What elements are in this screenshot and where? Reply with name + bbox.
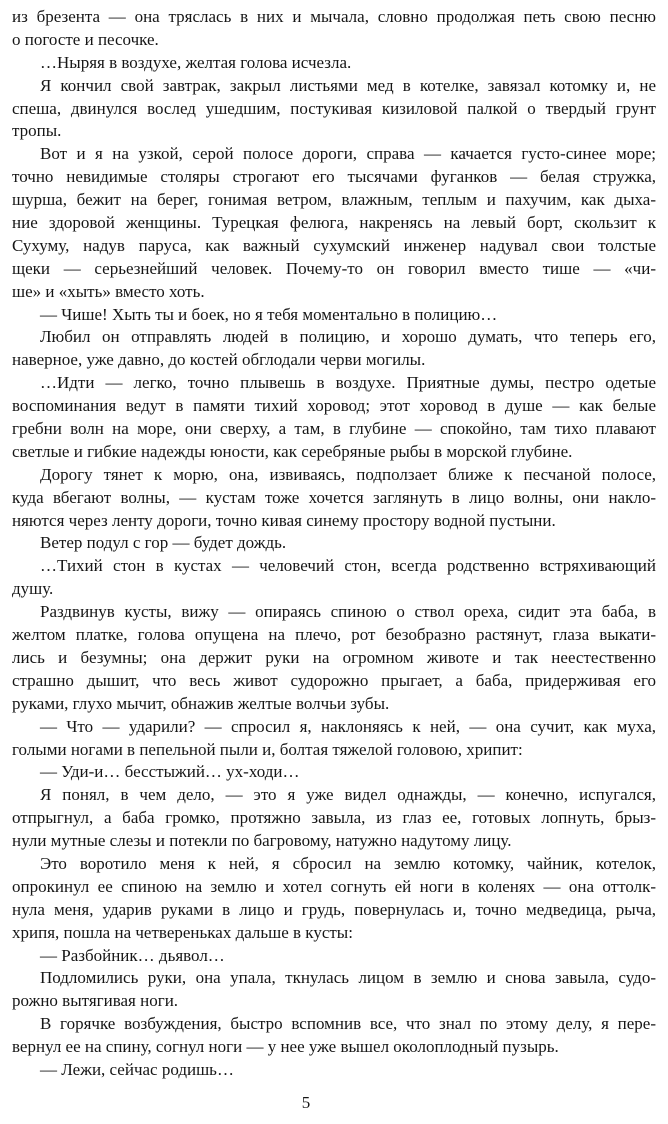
- text-line: опрокинул ее спиною на землю и хотел согнуть ей ноги в коленях — она оттолк-: [12, 876, 656, 896]
- text-line: …Тихий стон в кустах — человечий стон, всегда родственно встряхивающий: [40, 556, 656, 576]
- text-line: — Уди-и… бесстыжий… ух-ходи…: [40, 762, 300, 782]
- text-line: Я понял, в чем дело, — это я уже видел однажды, — конечно, испугался,: [40, 785, 656, 805]
- paragraph: [12, 555, 656, 601]
- text-line: — Чише! Хыть ты и боек, но я тебя моментально в полицию…: [40, 304, 498, 324]
- text-line: Сухуму, надув паруса, как важный сухумский инженер надувал свои толстые: [12, 235, 656, 255]
- paragraph: [12, 945, 656, 968]
- paragraph: [12, 601, 656, 715]
- paragraph: [12, 372, 656, 464]
- paragraph: [12, 52, 656, 75]
- paragraph: [12, 1013, 656, 1059]
- text-line: отпрыгнул, а баба громко, протяжно завыла, из глаз ее, готовых лопнуть, брыз-: [12, 808, 656, 828]
- text-line: тропы.: [12, 121, 62, 141]
- paragraph: [12, 143, 656, 303]
- text-line: …Идти — легко, точно плывешь в воздухе. Приятные думы, пестро одетые: [40, 373, 656, 393]
- text-line: — Лежи, сейчас родишь…: [40, 1059, 234, 1079]
- text-line: вернул ее на спину, согнул ноги — у нее уже вышел околоплодный пузырь.: [12, 1037, 559, 1057]
- text-line: Ветер подул с гор — будет дождь.: [40, 533, 287, 553]
- text-line: — Что — ударили? — спросил я, наклоняясь к ней, — она сучит, как муха,: [40, 716, 656, 736]
- text-line: душу.: [12, 579, 54, 599]
- body-text: [12, 6, 656, 1082]
- text-line: — Разбойник… дьявол…: [40, 945, 225, 965]
- text-line: спеша, двинулся вослед ушедшим, постукивая кизиловой палкой о твердый грунт: [12, 98, 656, 118]
- text-line: щеки — серьезнейший человек. Почему-то он говорил вместо тише — «чи-: [12, 258, 656, 278]
- text-line: воспоминания ведут в памяти тихий хоровод; этот хоровод в душе — как белые: [12, 396, 656, 416]
- paragraph: [12, 716, 656, 762]
- text-line: лись и безумны; она держит руки на огромном животе и так неестественно: [12, 647, 656, 667]
- text-line: ше» и «хыть» вместо хоть.: [12, 281, 205, 301]
- text-line: Подломились руки, она упала, ткнулась лицом в землю и снова завыла, судо-: [40, 968, 656, 988]
- text-line: нула меня, ударив руками в лицо и грудь, повернулась и, точно медведица, рыча,: [12, 899, 656, 919]
- text-line: точно невидимые столяры строгают его тысячами фуганков — белая стружка,: [12, 167, 656, 187]
- text-line: Любил он отправлять людей в полицию, и хорошо думать, что теперь его,: [40, 327, 656, 347]
- text-line: о погосте и песочке.: [12, 29, 159, 49]
- paragraph: [12, 326, 656, 372]
- page-number: 5: [301, 1093, 311, 1112]
- text-line: голыми ногами в пепельной пыли и, болтая тяжелой головою, хрипит:: [12, 739, 523, 759]
- paragraph: [12, 532, 656, 555]
- text-line: из брезента — она тряслась в них и мычала, словно продолжая петь свою песню: [12, 7, 656, 26]
- text-line: Раздвинув кусты, вижу — опираясь спиною о ствол ореха, сидит эта баба, в: [40, 602, 656, 622]
- text-line: ние здоровой женщины. Турецкая фелюга, накренясь на левый борт, скользит к: [12, 213, 656, 233]
- text-line: Вот и я на узкой, серой полосе дороги, справа — качается густо-синее море;: [40, 144, 656, 164]
- text-line: рожно вытягивая ноги.: [12, 991, 179, 1011]
- text-line: Я кончил свой завтрак, закрыл листьями мед в котелке, завязал котомку и, не: [40, 75, 656, 95]
- text-line: Это воротило меня к ней, я сбросил на землю котомку, чайник, котелок,: [40, 853, 656, 873]
- text-line: руками, глухо мычит, обнажив желтые волчьи зубы.: [12, 693, 390, 713]
- text-line: няются через ленту дороги, точно кивая синему простору водной пустыни.: [12, 510, 556, 530]
- paragraph: [12, 304, 656, 327]
- paragraph: [12, 6, 656, 52]
- text-line: желтом платке, голова опущена на плечо, рот безобразно растянут, глаза выкати-: [12, 625, 656, 645]
- paragraph: [12, 464, 656, 533]
- text-line: куда вбегают волны, — кустам тоже хочется заглянуть в лицо волны, они накло-: [12, 487, 656, 507]
- text-line: светлые и гибкие надежды юности, как серебряные рыбы в морской глубине.: [12, 441, 573, 461]
- text-line: нули мутные слезы и потекли по багровому, натужно надутому лицу.: [12, 831, 512, 851]
- text-line: страшно дышит, что весь живот судорожно прыгает, а баба, придерживая его: [12, 670, 656, 690]
- paragraph: [12, 967, 656, 1013]
- paragraph: [12, 784, 656, 853]
- paragraph: [12, 1059, 656, 1082]
- paragraph: [12, 761, 656, 784]
- text-line: …Ныряя в воздухе, желтая голова исчезла.: [40, 52, 352, 72]
- paragraph: [12, 75, 656, 144]
- text-line: гребни волн на море, они сверху, а там, в глубине — спокойно, там тихо плавают: [12, 419, 656, 439]
- text-line: В горячке возбуждения, быстро вспомнив все, что знал по этому делу, я пере-: [40, 1014, 656, 1034]
- paragraph: [12, 853, 656, 945]
- text-line: шурша, бежит на берег, гонимая ветром, влажным, теплым и пахучим, как дыха-: [12, 190, 656, 210]
- text-line: хрипя, пошла на четвереньках дальше в кусты:: [12, 922, 353, 942]
- text-line: наверное, уже давно, до костей обглодали черви могилы.: [12, 350, 426, 370]
- text-line: Дорогу тянет к морю, она, извиваясь, подползает ближе к песчаной полосе,: [40, 464, 656, 484]
